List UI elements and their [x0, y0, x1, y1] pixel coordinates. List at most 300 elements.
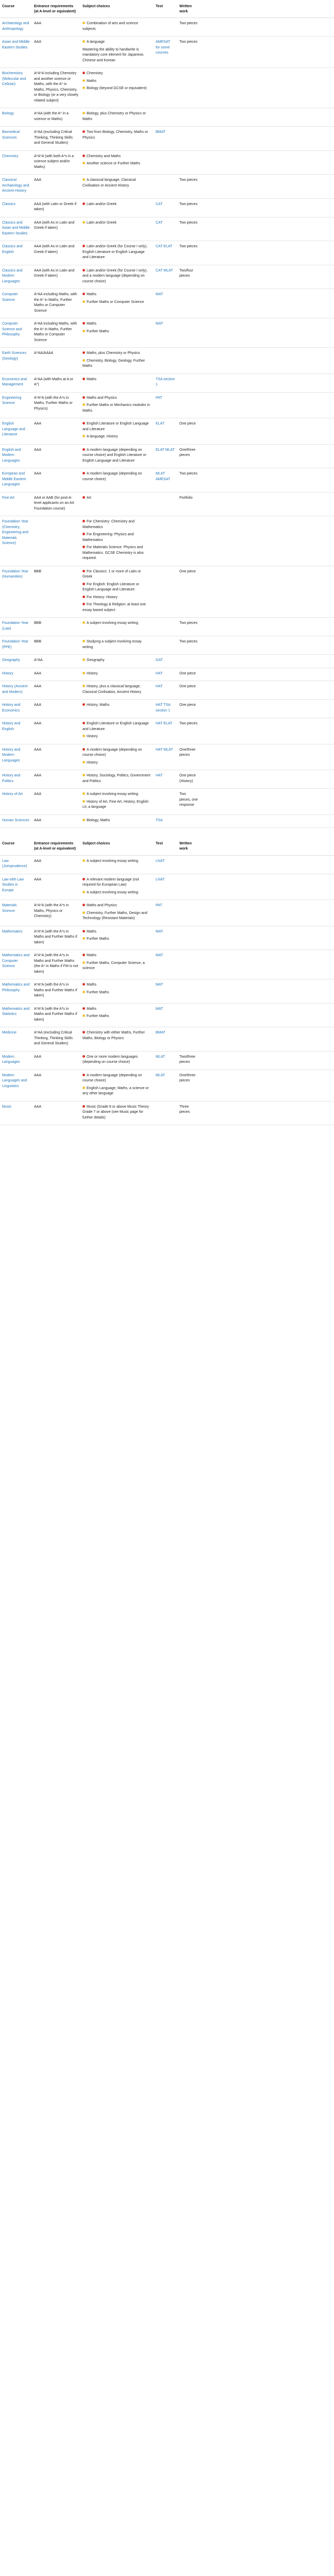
admissions-test-link[interactable] [154, 68, 177, 108]
table-row [0, 68, 334, 108]
red-dot-icon [82, 322, 85, 325]
subject-choices [80, 1070, 154, 1101]
admissions-test-link[interactable] [154, 348, 177, 374]
subject-choices [80, 18, 154, 37]
subject-choices [80, 900, 154, 926]
entrance-requirements: A*AA (excluding Critical Thinking, Thinking Skills and General Studies) [32, 127, 80, 151]
admissions-test-link[interactable] [154, 618, 177, 636]
admissions-test-link[interactable]: MAT [154, 926, 177, 950]
admissions-test-link[interactable]: HAT ELAT [154, 718, 177, 744]
course-name-link[interactable]: History of Art [0, 789, 32, 815]
admissions-test-link[interactable]: MLAT [154, 1070, 177, 1101]
subject-choice-text: Chemistry [87, 72, 103, 76]
course-name-link[interactable]: English Language and Literature [0, 418, 32, 445]
red-dot-icon [82, 748, 85, 751]
subject-choices [80, 668, 154, 681]
red-dot-icon [82, 245, 85, 247]
course-name-link[interactable]: History (Ancient and Modern) [0, 681, 32, 700]
blank-cell [200, 318, 334, 348]
admissions-test-link[interactable]: HAT [154, 681, 177, 700]
admissions-test-link[interactable]: GAT [154, 655, 177, 668]
admissions-test-link[interactable]: MLAT [154, 1051, 177, 1070]
red-dot-icon [82, 496, 85, 499]
subject-choice-text: Maths [87, 1007, 97, 1011]
subject-choices [80, 37, 154, 68]
subject-choice-text: Maths [87, 983, 97, 987]
subject-choice-text: Another science or Further Maths [87, 162, 140, 166]
written-work: One/three pieces [177, 1070, 200, 1101]
yellow-dot-icon [82, 403, 85, 406]
subject-choice-text: Latin and/or Greek [87, 221, 116, 225]
yellow-dot-icon [82, 961, 85, 964]
admissions-test-link[interactable]: HAT MLAT [154, 744, 177, 770]
admissions-test-link[interactable]: LNAT [154, 874, 177, 900]
subject-choice-item [82, 792, 152, 798]
course-name-link[interactable]: Mathematics and Statistics [0, 1003, 32, 1027]
red-dot-icon [82, 546, 85, 548]
blank-cell [200, 1070, 334, 1101]
entrance-requirements: AAA (with As in Latin and Greek if taken) [32, 265, 80, 289]
blank-cell [200, 348, 334, 374]
table-row [0, 950, 334, 979]
admissions-test-link[interactable]: LNAT [154, 855, 177, 874]
subject-choice-item [82, 890, 152, 896]
subject-choices [80, 1101, 154, 1125]
admissions-test-link[interactable]: CAT [154, 198, 177, 217]
written-work: Two pieces [177, 175, 200, 199]
header-entrance: Entrance requirements (at A-level or equivalent) [32, 0, 80, 18]
admissions-test-link[interactable] [154, 150, 177, 175]
header-subjects: Subject choices [80, 828, 154, 855]
subject-choices [80, 636, 154, 655]
admissions-test-link[interactable] [154, 108, 177, 127]
admissions-test-link[interactable]: BMAT [154, 127, 177, 151]
subject-choices [80, 374, 154, 392]
course-name-link[interactable]: Law (Jurisprudence) [0, 855, 32, 874]
admissions-test-link[interactable] [154, 175, 177, 199]
written-work: One piece [177, 681, 200, 700]
subject-choice-text: Maths [87, 293, 97, 297]
blank-cell [200, 855, 334, 874]
yellow-dot-icon [82, 819, 85, 821]
subject-choice-item [82, 684, 152, 695]
subject-choice-text: Chemistry, Biology, Geology, Further Maths [82, 359, 145, 368]
subject-choice-text: Geography [87, 658, 105, 663]
table-row [0, 636, 334, 655]
course-name-link[interactable]: Computer Science and Philosophy [0, 318, 32, 348]
subject-choice-item [82, 403, 152, 414]
entrance-requirements: AAA [32, 770, 80, 789]
written-work: One piece [177, 566, 200, 618]
subject-choices [80, 68, 154, 108]
subject-choice-text: One or more modern languages (depending on course choice) [82, 1055, 138, 1064]
subject-choices [80, 770, 154, 789]
admissions-test-link[interactable]: ELAT [154, 418, 177, 445]
subject-choices [80, 979, 154, 1004]
subject-choice-item [82, 990, 152, 996]
table-row [0, 815, 334, 828]
admissions-test-link[interactable]: HAT TSA section 1 [154, 700, 177, 718]
red-dot-icon [82, 722, 85, 724]
yellow-dot-icon [82, 435, 85, 437]
blank-cell [200, 770, 334, 789]
subject-choice-text: A relevant modern language (not required for European Law) [82, 877, 139, 887]
course-name-link[interactable]: Asian and Middle Eastern Studies [0, 37, 32, 68]
subject-choice-text: English Language, Maths, a science or any other language [82, 1086, 149, 1096]
admissions-test-link[interactable]: MAT [154, 979, 177, 1004]
admissions-test-link[interactable]: MAT [154, 289, 177, 318]
entrance-requirements: A*A*A (with the A*s in Maths and Further Maths if taken) [32, 1003, 80, 1027]
subject-choice-item [82, 359, 152, 369]
written-work: Two pieces [177, 618, 200, 636]
subject-choices [80, 1027, 154, 1052]
subject-choices [80, 566, 154, 618]
entrance-requirements: AAA [32, 175, 80, 199]
course-name-link[interactable]: Computer Science [0, 289, 32, 318]
course-name-link[interactable]: History and English [0, 718, 32, 744]
table-row [0, 770, 334, 789]
blank-cell [200, 566, 334, 618]
subject-choice-item [82, 1030, 152, 1041]
subject-choice-text: A subject involving essay writing [87, 859, 138, 863]
course-name-link[interactable]: Biochemistry (Molecular and Cellular) [0, 68, 32, 108]
subject-choices [80, 348, 154, 374]
course-name-link[interactable]: Mathematics [0, 926, 32, 950]
subject-choice-item [82, 859, 152, 865]
course-name-link[interactable]: Materials Science [0, 900, 32, 926]
table-row [0, 468, 334, 493]
admissions-test-link[interactable] [154, 789, 177, 815]
subject-choices [80, 265, 154, 289]
admissions-test-link[interactable]: MAT [154, 950, 177, 979]
admissions-test-link[interactable]: HAT [154, 770, 177, 789]
subject-choice-text: Biology (beyond GCSE or equivalent) [87, 87, 147, 91]
subject-choice-item [82, 621, 152, 626]
blank-cell [200, 241, 334, 265]
course-name-link[interactable]: Foundation Year (Humanities) [0, 566, 32, 618]
admissions-test-link[interactable]: HAT [154, 668, 177, 681]
subject-choice-text: Maths and Physics [87, 904, 117, 908]
subject-choice-text: A subject involving essay writing [87, 621, 138, 625]
course-name-link[interactable]: Medicine [0, 1027, 32, 1052]
course-name-link[interactable]: English and Modern Languages [0, 444, 32, 468]
subject-choice-item [82, 351, 152, 357]
table-row [0, 874, 334, 900]
course-name-link[interactable]: Earth Sciences (Geology) [0, 348, 32, 374]
admissions-test-link[interactable]: PAT [154, 900, 177, 926]
subject-choice-item [82, 569, 152, 580]
table-body-second [0, 855, 334, 1125]
course-name-link[interactable]: Classics and Modern Languages [0, 265, 32, 289]
red-dot-icon [82, 155, 85, 157]
subject-choice-item [82, 800, 152, 810]
red-dot-icon [82, 1031, 85, 1033]
subject-choices [80, 874, 154, 900]
subject-choice-item [82, 244, 152, 261]
header-entrance: Entrance requirements (at A-level or equivalent) [32, 828, 80, 855]
table-row [0, 668, 334, 681]
header-course: Course [0, 828, 32, 855]
course-name-link[interactable]: Biomedical Sciences [0, 127, 32, 151]
subject-choice-text: Latin and/or Greek (for Course I only), and a modern language (depending on course choice) [82, 268, 147, 283]
course-name-link[interactable]: Music [0, 1101, 32, 1125]
subject-choice-text: Art [87, 496, 91, 500]
red-dot-icon [82, 603, 85, 605]
entrance-requirements: A*AA including Maths, with the A* in Maths, Further Maths or Computer Science [32, 318, 80, 348]
entrance-requirements: A*AA [32, 655, 80, 668]
written-work [177, 979, 200, 1004]
blank-cell [200, 374, 334, 392]
written-work [177, 855, 200, 874]
table-row [0, 241, 334, 265]
written-work: Two pieces [177, 217, 200, 241]
yellow-dot-icon [82, 911, 85, 914]
table-row [0, 175, 334, 199]
course-name-link[interactable]: Classics and English [0, 241, 32, 265]
course-name-link[interactable]: Modern Languages [0, 1051, 32, 1070]
subject-choices [80, 516, 154, 566]
entrance-requirements: BBB [32, 618, 80, 636]
subject-choice-text: History, Maths [87, 703, 110, 707]
red-dot-icon [82, 269, 85, 272]
written-work: Two pieces [177, 37, 200, 68]
subject-choice-item [82, 268, 152, 285]
red-dot-icon [82, 570, 85, 572]
admissions-test-link[interactable] [154, 516, 177, 566]
table-row [0, 150, 334, 175]
course-name-link[interactable]: Classics and Asian and Middle Eastern Studies [0, 217, 32, 241]
subject-choice-item [82, 748, 152, 758]
red-dot-icon [82, 351, 85, 354]
admissions-test-link[interactable]: TSA section 1 [154, 374, 177, 392]
subject-choice-text: A modern language (depending on course choice) [82, 1073, 142, 1083]
admissions-test-link[interactable]: CAT ELAT [154, 241, 177, 265]
admissions-test-link[interactable]: AMESAT for some courses [154, 37, 177, 68]
subject-choice-text: Further Maths [87, 329, 109, 333]
written-work: Portfolio [177, 492, 200, 516]
entrance-requirements [32, 516, 80, 566]
subject-choice-item [82, 130, 152, 141]
yellow-dot-icon [82, 937, 85, 940]
entrance-requirements: AAA [32, 1070, 80, 1101]
course-name-link[interactable]: Chemistry [0, 150, 32, 175]
entrance-requirements: A*A*A (with both A*s in a science subject and/or Maths) [32, 150, 80, 175]
subject-choice-item [82, 1007, 152, 1012]
subject-choice-item [82, 961, 152, 972]
admissions-test-link[interactable] [154, 636, 177, 655]
subject-choice-text: Maths [87, 954, 97, 958]
subject-choices [80, 217, 154, 241]
written-work: Two/three pieces [177, 1051, 200, 1070]
table-row [0, 926, 334, 950]
red-dot-icon [82, 878, 85, 880]
subject-choice-item [82, 582, 152, 593]
yellow-dot-icon [82, 1014, 85, 1017]
entrance-requirements: A*AA (with Maths at A or A*) [32, 374, 80, 392]
subject-choices [80, 950, 154, 979]
entrance-requirements: AAA [32, 1101, 80, 1125]
header-course: Course [0, 0, 32, 18]
table-row [0, 516, 334, 566]
subject-choice-item [82, 329, 152, 335]
blank-cell [200, 198, 334, 217]
admissions-test-link[interactable]: CAT [154, 217, 177, 241]
course-name-link[interactable]: Archaeology and Anthropology [0, 18, 32, 37]
course-name-link[interactable]: Mathematics and Computer Science [0, 950, 32, 979]
admissions-test-link[interactable]: ELAT MLAT [154, 444, 177, 468]
subject-choice-text: Studying a subject involving essay writing [82, 640, 142, 649]
blank-cell [200, 1051, 334, 1070]
course-name-link[interactable]: Foundation Year (Law) [0, 618, 32, 636]
subject-choices [80, 492, 154, 516]
written-work [177, 150, 200, 175]
entrance-requirements: A*AA including Maths, with the A* in Maths, Further Maths or Computer Science [32, 289, 80, 318]
table-row [0, 265, 334, 289]
subject-choice-text: Further Maths, Computer Science, a science [82, 961, 145, 971]
header-blank [200, 828, 334, 855]
course-name-link[interactable]: History [0, 668, 32, 681]
written-work: Two pieces [177, 718, 200, 744]
written-work: One piece [177, 700, 200, 718]
red-dot-icon [82, 396, 85, 399]
subject-choice-item [82, 911, 152, 922]
admissions-test-link[interactable] [154, 18, 177, 37]
subject-choice-item [82, 71, 152, 77]
subject-choice-item [82, 658, 152, 664]
subject-choice-text: History, plus a classical language, Classical Civilisation, Ancient History [82, 685, 141, 694]
admissions-test-link[interactable]: MAT [154, 1003, 177, 1027]
subject-choice-text: For English: English Literature or English Language and Literature [82, 582, 139, 592]
subject-choice-item [82, 40, 152, 45]
course-name-link[interactable]: Foundation Year (PPE) [0, 636, 32, 655]
subject-choice-item [82, 300, 152, 306]
red-dot-icon [82, 472, 85, 474]
subject-choice-item [82, 496, 152, 501]
subject-choices [80, 444, 154, 468]
admissions-test-link[interactable] [154, 492, 177, 516]
admissions-test-link[interactable]: CAT MLAT [154, 265, 177, 289]
table-row [0, 127, 334, 151]
subject-choice-item [82, 773, 152, 784]
subject-choices [80, 718, 154, 744]
course-name-link[interactable]: European and Middle Eastern Languages [0, 468, 32, 493]
course-name-link[interactable]: History and Economics [0, 700, 32, 718]
course-name-link[interactable]: Biology [0, 108, 32, 127]
subject-choice-item [82, 161, 152, 167]
course-name-link[interactable]: Classical Archaeology and Ancient History [0, 175, 32, 199]
course-name-link[interactable]: Foundation Year (Chemistry, Engineering and Materials Science) [0, 516, 32, 566]
subject-choice-text: Further Maths [87, 990, 109, 994]
written-work [177, 127, 200, 151]
course-name-link[interactable]: Mathematics and Philosophy [0, 979, 32, 1004]
table-row [0, 855, 334, 874]
entrance-requirements: A*A*A (with the A*s in Maths and Further Maths if taken) [32, 926, 80, 950]
entrance-requirements: AAA [32, 668, 80, 681]
red-dot-icon [82, 930, 85, 933]
course-name-link[interactable]: Human Sciences [0, 815, 32, 828]
blank-cell [200, 150, 334, 175]
table-row [0, 348, 334, 374]
subject-choice-item [82, 602, 152, 613]
written-work: One piece [177, 668, 200, 681]
written-work [177, 289, 200, 318]
subject-choice-text: A language [87, 40, 105, 44]
admissions-test-link[interactable]: PAT [154, 392, 177, 418]
course-name-link[interactable]: Law with Law Studies in Europe [0, 874, 32, 900]
header-written: Written work [177, 828, 200, 855]
red-dot-icon [82, 583, 85, 585]
table-header-row-second [0, 828, 334, 855]
entrance-requirements: AAA [32, 18, 80, 37]
blank-cell [200, 516, 334, 566]
written-work [177, 815, 200, 828]
entrance-requirements: AAA [32, 444, 80, 468]
subject-choice-text: History [87, 735, 98, 739]
subject-choice-item [82, 929, 152, 935]
yellow-dot-icon [82, 359, 85, 362]
written-work [177, 950, 200, 979]
course-name-link[interactable]: Fine Art [0, 492, 32, 516]
course-name-link[interactable]: Engineering Science [0, 392, 32, 418]
table-row [0, 718, 334, 744]
red-dot-icon [82, 1074, 85, 1076]
yellow-dot-icon [82, 685, 85, 687]
course-name-link[interactable]: History and Politics [0, 770, 32, 789]
subject-choices [80, 655, 154, 668]
admissions-test-link[interactable]: MLAT AMESAT [154, 468, 177, 493]
table-row [0, 444, 334, 468]
table-body-first [0, 18, 334, 828]
entrance-requirements: AAA [32, 700, 80, 718]
admissions-test-link[interactable]: MAT [154, 318, 177, 348]
admissions-test-link[interactable] [154, 1101, 177, 1125]
written-work: Two pieces [177, 241, 200, 265]
subject-choice-text: For Theology & Religion: at least one essay based subject [82, 603, 146, 612]
admissions-test-link[interactable] [154, 566, 177, 618]
subject-choice-item [82, 292, 152, 298]
blank-cell [200, 392, 334, 418]
blank-cell [200, 289, 334, 318]
entrance-requirements: AAA (with As in Latin and Greek if taken) [32, 217, 80, 241]
course-name-link[interactable]: History and Modern Languages [0, 744, 32, 770]
subject-choice-item [82, 953, 152, 959]
written-work: Two pieces [177, 468, 200, 493]
blank-cell [200, 444, 334, 468]
subject-choice-text: A language, History [87, 435, 118, 439]
red-dot-icon [82, 130, 85, 133]
entrance-requirements: A*A*A (with the A*s in Maths, Physics or Chemistry) [32, 900, 80, 926]
course-name-link[interactable]: Modern Languages and Linguistics [0, 1070, 32, 1101]
subject-choice-item [82, 471, 152, 482]
course-name-link[interactable]: Geography [0, 655, 32, 668]
course-name-link[interactable]: Economics and Management [0, 374, 32, 392]
subject-choice-text: Two from Biology, Chemistry, Maths or Physics [82, 130, 148, 140]
subject-choice-item [82, 545, 152, 562]
yellow-dot-icon [82, 672, 85, 674]
subject-choice-text: A modern language (depending on course choice) [82, 748, 142, 757]
admissions-test-link[interactable]: BMAT [154, 1027, 177, 1052]
blank-cell [200, 265, 334, 289]
subject-choice-item [82, 434, 152, 440]
blank-cell [200, 655, 334, 668]
subject-choices [80, 789, 154, 815]
red-dot-icon [82, 293, 85, 295]
admissions-test-link[interactable]: TSA [154, 815, 177, 828]
subject-choice-item [82, 47, 152, 64]
subject-choice-item [82, 1105, 152, 1121]
course-name-link[interactable]: Classics [0, 198, 32, 217]
table-row [0, 318, 334, 348]
